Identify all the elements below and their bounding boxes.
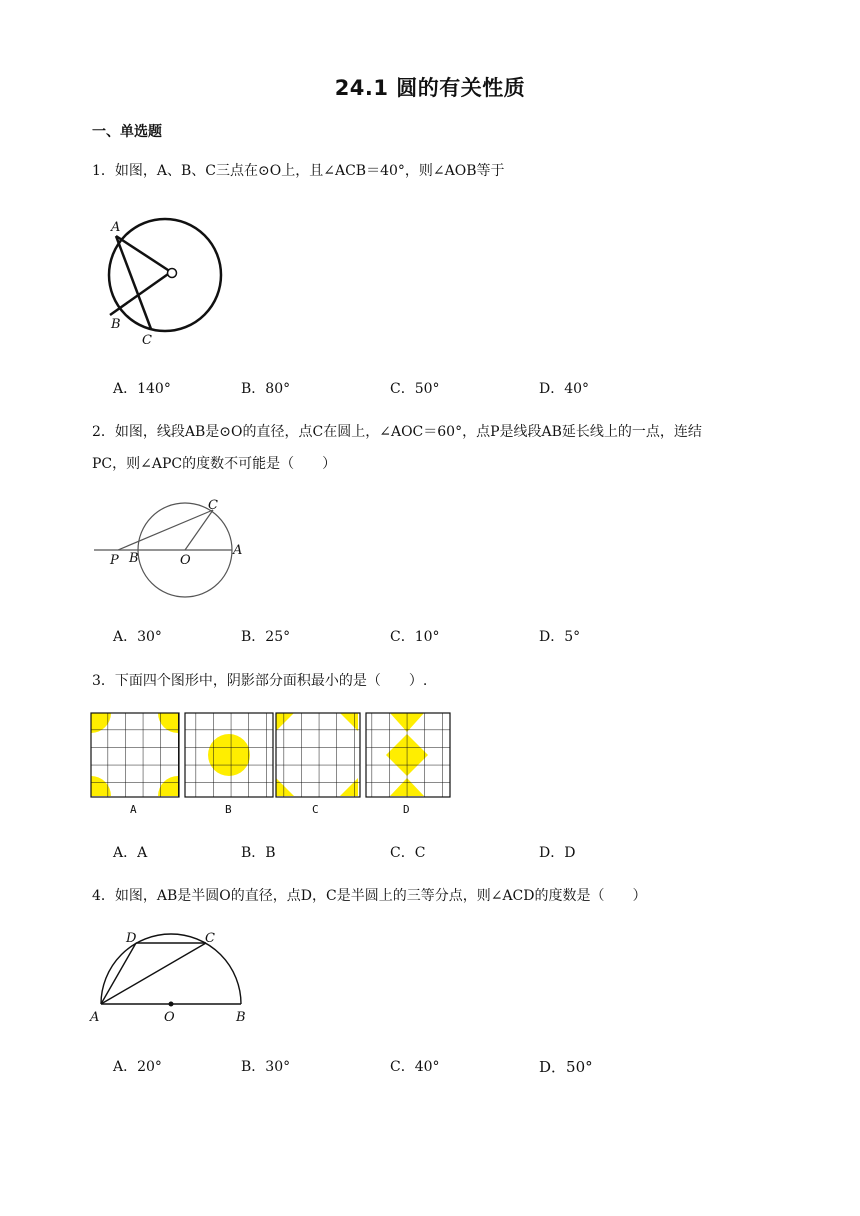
q2-option-b[interactable]: B．25° <box>241 629 291 645</box>
center-o <box>169 1002 174 1007</box>
grid-panel-c <box>276 713 360 816</box>
chord-ad <box>101 943 136 1004</box>
semicircle-arc <box>101 934 241 1004</box>
grid-panel-b <box>185 713 273 816</box>
label-o: O <box>180 553 191 568</box>
label-a: A <box>111 220 121 235</box>
q1-option-d[interactable]: D．40° <box>539 381 590 397</box>
q2-option-c[interactable]: C．10° <box>390 629 440 645</box>
label-c: C <box>142 333 152 348</box>
label-c: C <box>208 498 218 513</box>
q4-option-a[interactable]: A．20° <box>113 1059 162 1075</box>
label-b: B <box>129 551 139 566</box>
grid-panel-d <box>366 713 450 816</box>
label-o: O <box>164 1010 175 1025</box>
q1-option-c[interactable]: C．50° <box>390 381 440 397</box>
chord-ac <box>101 943 206 1004</box>
question-4-stem: 4．如图，AB是半圆O的直径，点D，C是半圆上的三等分点，则∠ACD的度数是（ ） <box>92 888 647 904</box>
section-heading: 一、单选题 <box>92 124 162 140</box>
question-2-stem-line2: PC，则∠APC的度数不可能是（ ） <box>92 456 337 472</box>
question-3-figure <box>90 712 455 822</box>
radius-ob <box>110 272 171 315</box>
q2-option-a[interactable]: A．30° <box>113 629 162 645</box>
q3-option-b[interactable]: B．B <box>241 845 276 861</box>
panel-label-b: B <box>225 803 232 816</box>
grid-panel-a <box>91 713 179 816</box>
center-o <box>168 269 177 278</box>
question-4-figure <box>88 928 258 1028</box>
label-p: P <box>110 553 119 568</box>
q4-option-b[interactable]: B．30° <box>241 1059 291 1075</box>
label-a: A <box>233 543 243 558</box>
q3-option-d[interactable]: D．D <box>539 845 576 861</box>
page-title: 24.1 圆的有关性质 <box>334 76 526 100</box>
q1-option-a[interactable]: A．140° <box>113 381 171 397</box>
radius-oa <box>116 236 171 272</box>
chord-ac <box>116 236 151 329</box>
label-b: B <box>236 1010 246 1025</box>
q4-option-d[interactable]: D．50° <box>539 1058 593 1076</box>
q2-option-d[interactable]: D．5° <box>539 629 581 645</box>
q4-option-c[interactable]: C．40° <box>390 1059 440 1075</box>
label-c: C <box>205 931 215 946</box>
panel-label-a: A <box>130 803 137 816</box>
label-d: D <box>126 931 137 946</box>
question-2-figure <box>92 495 252 605</box>
panel-label-d: D <box>403 803 410 816</box>
label-a: A <box>90 1010 100 1025</box>
q3-option-c[interactable]: C．C <box>390 845 426 861</box>
label-b: B <box>111 317 121 332</box>
question-3-stem: 3．下面四个图形中，阴影部分面积最小的是（ ）. <box>92 673 428 689</box>
question-2-stem-line1: 2．如图，线段AB是⊙O的直径，点C在圆上，∠AOC＝60°，点P是线段AB延长线上的一点，连结 <box>92 424 702 440</box>
q1-option-b[interactable]: B．80° <box>241 381 291 397</box>
question-1-stem: 1．如图，A、B、C三点在⊙O上，且∠ACB＝40°，则∠AOB等于 <box>92 163 505 179</box>
panel-label-c: C <box>312 803 319 816</box>
question-1-figure <box>100 210 240 350</box>
q3-option-a[interactable]: A．A <box>113 845 148 861</box>
